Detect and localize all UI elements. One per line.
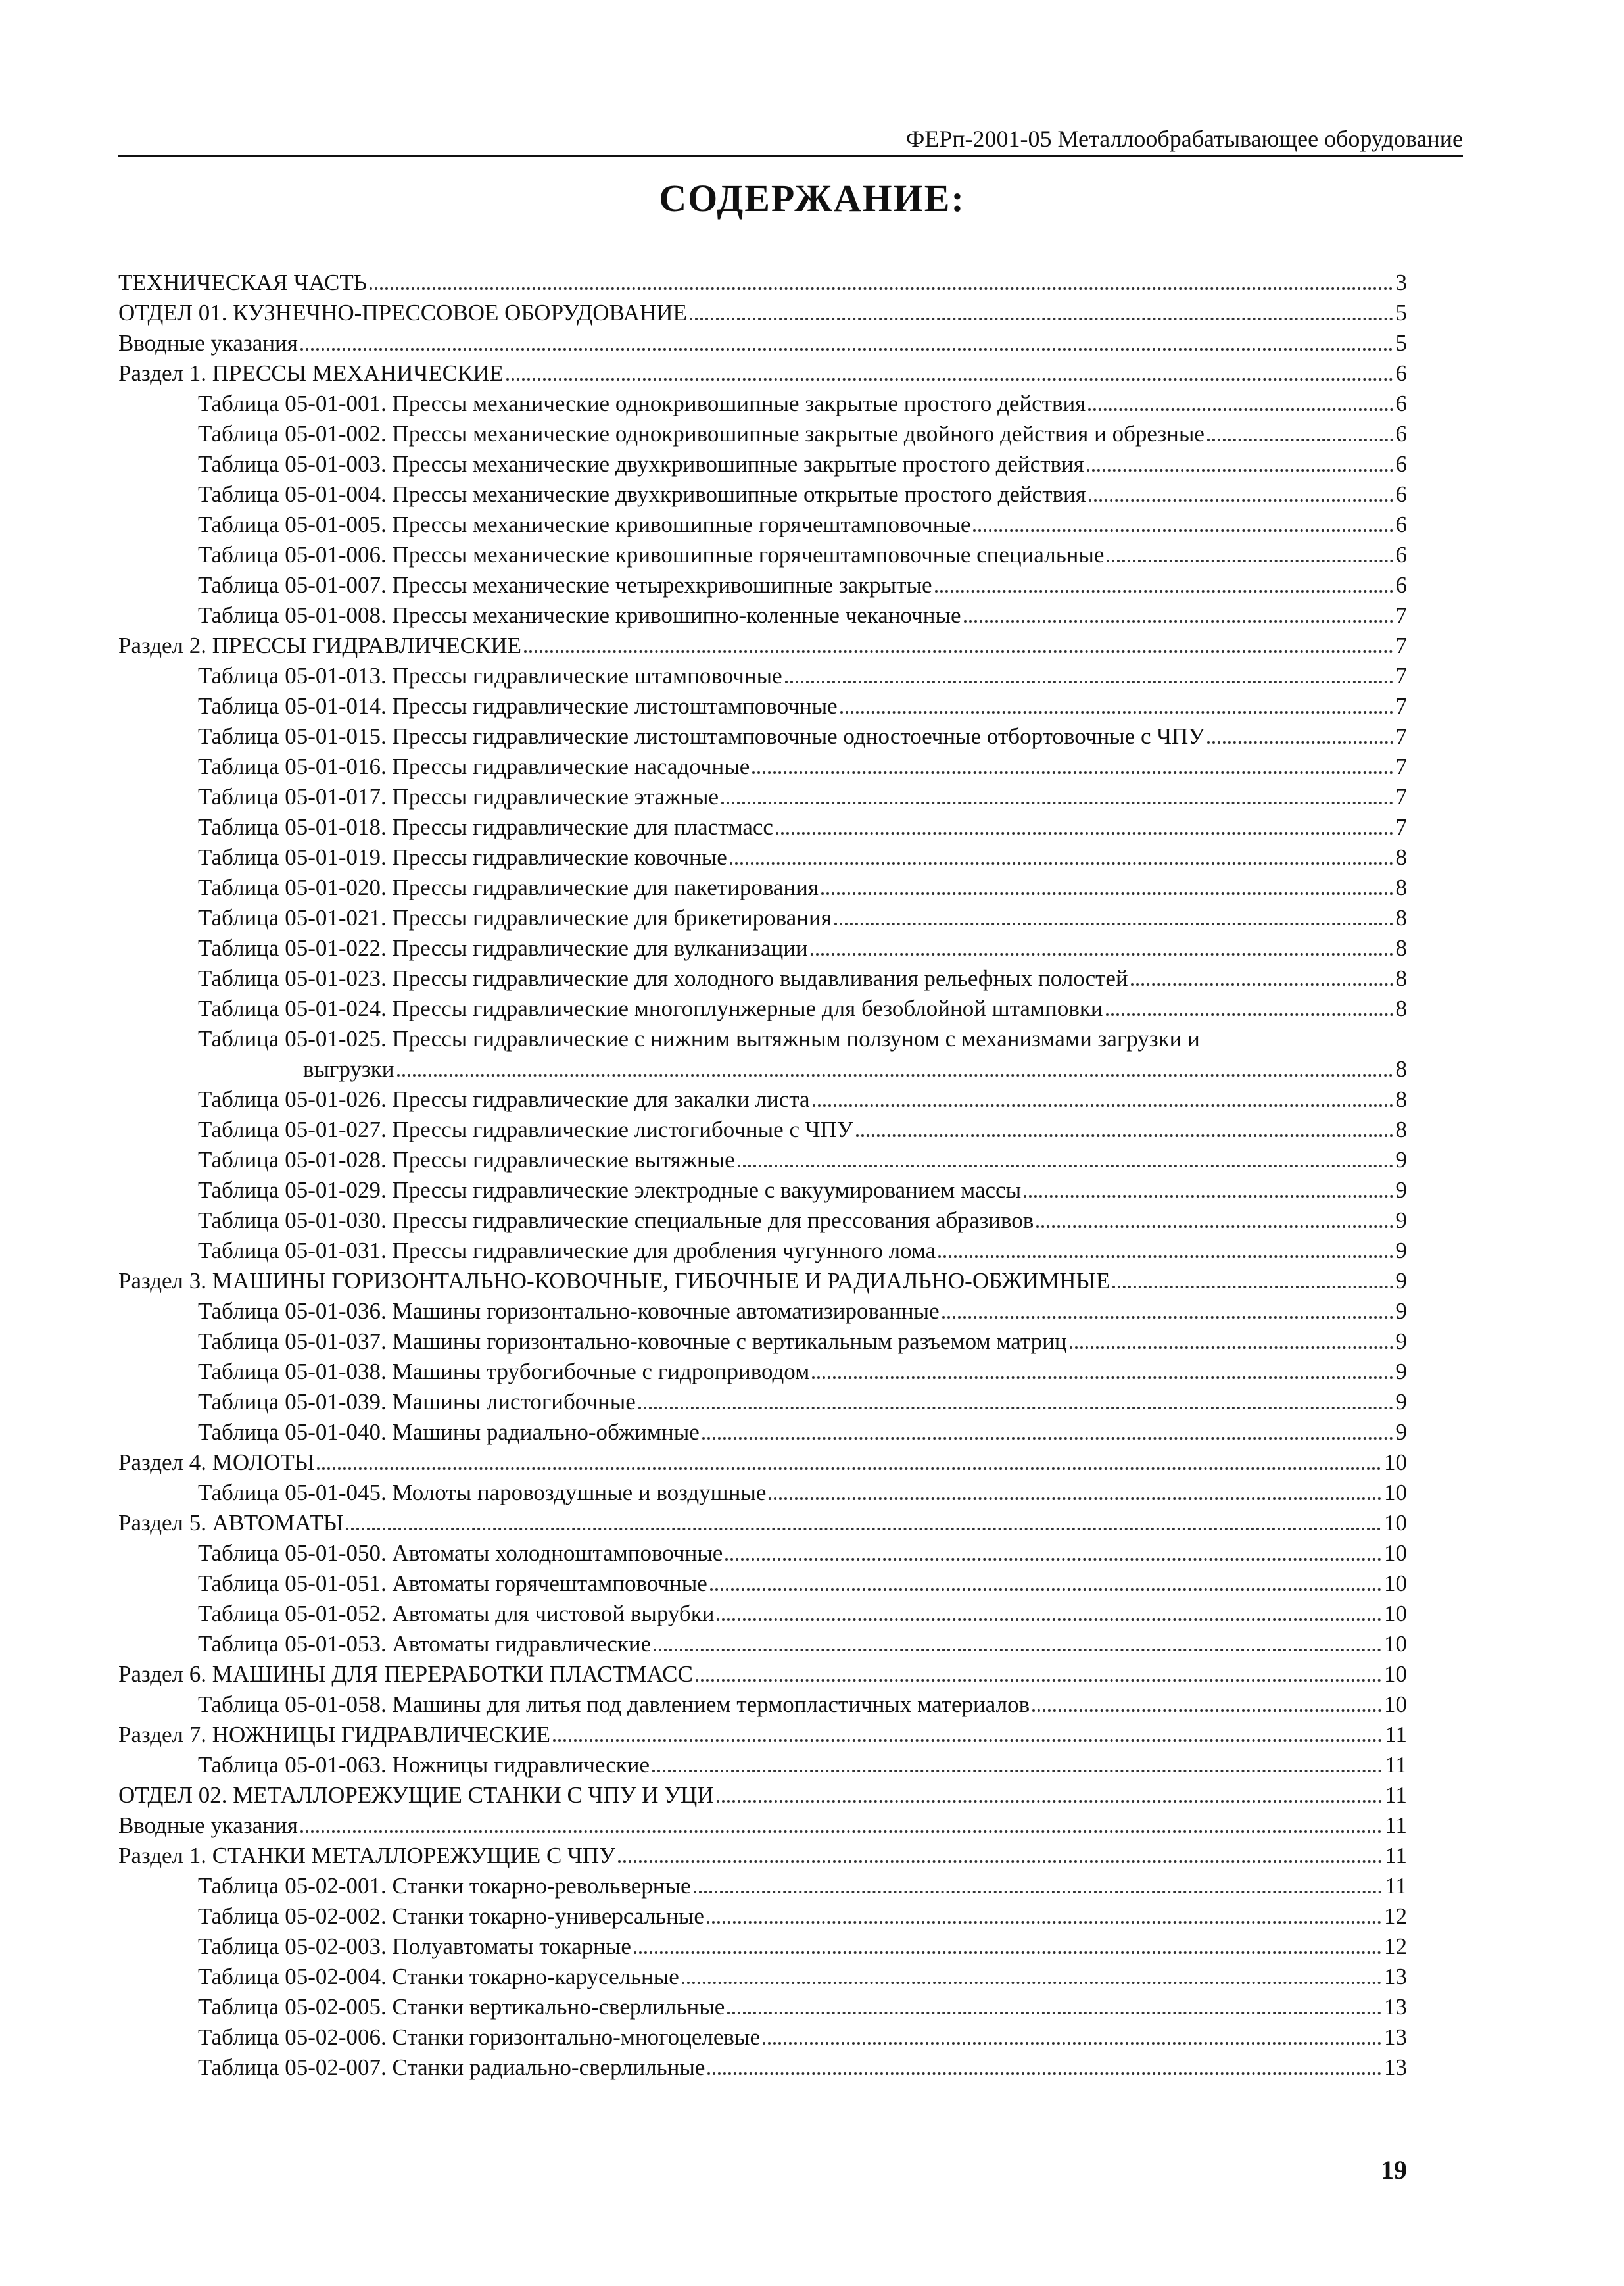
- toc-entry[interactable]: [118, 1811, 1407, 1841]
- toc-page-number: 10: [1384, 1510, 1407, 1536]
- toc-entry-text: Таблица 05-01-051. Автоматы горячештамповочные: [198, 1570, 707, 1596]
- toc-entry-text: Таблица 05-01-003. Прессы механические двухкривошипные закрытые простого действия: [198, 451, 1084, 477]
- toc-entry[interactable]: [118, 1326, 1407, 1357]
- toc-entry-text: ОТДЕЛ 02. МЕТАЛЛОРЕЖУЩИЕ СТАНКИ С ЧПУ И УЦИ: [118, 1782, 714, 1808]
- toc-page-number: 7: [1395, 814, 1407, 840]
- toc-entry[interactable]: [118, 1387, 1407, 1417]
- toc-page-number: 7: [1395, 602, 1407, 628]
- toc-page-number: 6: [1395, 451, 1407, 477]
- running-header-title: ФЕРп-2001-05 Металлообрабатывающее оборудование: [905, 126, 1463, 152]
- toc-entry[interactable]: [118, 1720, 1407, 1750]
- toc-entry[interactable]: [118, 1932, 1407, 1962]
- toc-dot-leader: [935, 590, 1393, 593]
- toc-dot-leader: [1036, 1225, 1393, 1228]
- toc-page-number: 12: [1384, 1903, 1407, 1929]
- toc-entry[interactable]: [118, 510, 1407, 540]
- toc-entry-text: Раздел 2. ПРЕССЫ ГИДРАВЛИЧЕСКИЕ: [118, 633, 521, 658]
- toc-entry-text-continued: выгрузки: [303, 1056, 394, 1082]
- toc-entry-text: Таблица 05-01-026. Прессы гидравлические для закалки листа: [198, 1086, 810, 1112]
- toc-dot-leader: [821, 892, 1393, 895]
- toc-entry-text: Раздел 4. МОЛОТЫ: [118, 1449, 315, 1475]
- toc-entry[interactable]: [118, 994, 1407, 1024]
- toc-page-number: 8: [1395, 1117, 1407, 1142]
- toc-entry-text: Таблица 05-01-007. Прессы механические четырехкривошипные закрытые: [198, 572, 932, 598]
- toc-dot-leader: [397, 1074, 1393, 1077]
- toc-page-number: 6: [1395, 391, 1407, 416]
- toc-dot-leader: [707, 1921, 1381, 1924]
- toc-page-number: 6: [1395, 572, 1407, 598]
- toc-page-number: 7: [1395, 784, 1407, 810]
- toc-entry-text: Таблица 05-01-016. Прессы гидравлические насадочные: [198, 754, 750, 779]
- toc-page-number: 10: [1384, 1601, 1407, 1626]
- toc-entry[interactable]: [118, 1599, 1407, 1629]
- toc-dot-leader: [694, 1891, 1383, 1893]
- toc-dot-leader: [938, 1255, 1393, 1258]
- toc-entry-text: Таблица 05-01-019. Прессы гидравлические ковочные: [198, 844, 727, 870]
- toc-dot-leader: [1087, 469, 1393, 472]
- toc-entry-text: Таблица 05-01-017. Прессы гидравлические этажные: [198, 784, 719, 810]
- toc-entry-text: Таблица 05-01-028. Прессы гидравлические вытяжные: [198, 1147, 735, 1173]
- toc-page-number: 11: [1385, 1782, 1407, 1808]
- toc-entry[interactable]: [118, 963, 1407, 994]
- toc-page-number: 7: [1395, 633, 1407, 658]
- toc-page-number: 12: [1384, 1933, 1407, 1959]
- toc-page-number: 9: [1395, 1268, 1407, 1294]
- toc-entry[interactable]: [118, 268, 1407, 298]
- toc-entry-text: Таблица 05-01-058. Машины для литья под давлением термопластичных материалов: [198, 1691, 1030, 1717]
- toc-entry[interactable]: [118, 752, 1407, 782]
- toc-entry[interactable]: [118, 2022, 1407, 2053]
- toc-entry[interactable]: [118, 600, 1407, 631]
- toc-dot-leader: [813, 1104, 1393, 1107]
- toc-dot-leader: [1112, 1286, 1393, 1288]
- toc-entry-text: Таблица 05-01-050. Автоматы холодноштамповочные: [198, 1540, 723, 1566]
- toc-dot-leader: [973, 529, 1393, 532]
- toc-page-number: 13: [1384, 2024, 1407, 2050]
- toc-dot-leader: [690, 318, 1393, 320]
- toc-dot-leader: [1088, 408, 1393, 411]
- toc-entry[interactable]: [118, 1690, 1407, 1720]
- toc-dot-leader: [942, 1316, 1393, 1319]
- toc-dot-leader: [834, 923, 1393, 925]
- toc-page-number: 10: [1384, 1540, 1407, 1566]
- toc-entry-text: Таблица 05-01-015. Прессы гидравлические листоштамповочные одностоечные отбортовочные с ЧПУ: [198, 723, 1205, 749]
- toc-entry-text: Раздел 5. АВТОМАТЫ: [118, 1510, 344, 1536]
- toc-entry[interactable]: [118, 1538, 1407, 1569]
- toc-entry-text: Таблица 05-01-053. Автоматы гидравлические: [198, 1631, 652, 1657]
- toc-dot-leader: [654, 1649, 1381, 1651]
- toc-dot-leader: [721, 802, 1393, 804]
- toc-page-number: 8: [1395, 1086, 1407, 1112]
- toc-dot-leader: [840, 711, 1393, 714]
- running-header: [118, 124, 1463, 157]
- toc-dot-leader: [1024, 1195, 1393, 1198]
- toc-page-number: 9: [1395, 1359, 1407, 1384]
- toc-entry[interactable]: [118, 782, 1407, 812]
- toc-page-number: 7: [1395, 693, 1407, 719]
- toc-entry[interactable]: [118, 1084, 1407, 1115]
- toc-dot-leader: [727, 2012, 1381, 2014]
- toc-page-number: 9: [1395, 1419, 1407, 1445]
- toc-entry[interactable]: [118, 1115, 1407, 1145]
- toc-entry-text: Таблица 05-01-031. Прессы гидравлические для дробления чугунного лома: [198, 1238, 936, 1263]
- toc-entry-text: Раздел 6. МАШИНЫ ДЛЯ ПЕРЕРАБОТКИ ПЛАСТМАСС: [118, 1661, 693, 1687]
- toc-entry[interactable]: [118, 389, 1407, 419]
- toc-entry[interactable]: [118, 298, 1407, 328]
- page-title: СОДЕРЖАНИЕ:: [659, 177, 965, 220]
- toc-entry[interactable]: [118, 1205, 1407, 1236]
- toc-entry-text: Таблица 05-01-006. Прессы механические кривошипные горячештамповочные специальные: [198, 542, 1105, 568]
- toc-page-number: 8: [1395, 1056, 1407, 1082]
- toc-entry-text: Раздел 1. ПРЕССЫ МЕХАНИЧЕСКИЕ: [118, 360, 504, 386]
- toc-dot-leader: [717, 1800, 1383, 1803]
- toc-page-number: 11: [1385, 1873, 1407, 1899]
- toc-page-number: 6: [1395, 360, 1407, 386]
- toc-entry-text: Таблица 05-01-005. Прессы механические кривошипные горячештамповочные: [198, 512, 971, 537]
- toc-entry-text: Таблица 05-01-037. Машины горизонтально-ковочные с вертикальным разъемом матриц: [198, 1328, 1067, 1354]
- toc-entry-text: Таблица 05-01-023. Прессы гидравлические для холодного выдавливания рельефных полостей: [198, 965, 1128, 991]
- toc-entry[interactable]: [118, 721, 1407, 752]
- toc-page-number: 9: [1395, 1147, 1407, 1173]
- toc-page-number: 6: [1395, 512, 1407, 537]
- toc-entry[interactable]: [118, 328, 1407, 358]
- toc-page-number: 10: [1384, 1480, 1407, 1505]
- toc-entry-text: Таблица 05-01-029. Прессы гидравлические электродные с вакуумированием массы: [198, 1177, 1022, 1203]
- toc-dot-leader: [370, 287, 1393, 290]
- toc-page-number: 10: [1384, 1631, 1407, 1657]
- toc-dot-leader: [856, 1134, 1393, 1137]
- toc-dot-leader: [300, 1830, 1382, 1833]
- toc-dot-leader: [776, 832, 1393, 835]
- toc-dot-leader: [1106, 1013, 1393, 1016]
- toc-page-number: 9: [1395, 1328, 1407, 1354]
- toc-dot-leader: [1089, 499, 1393, 502]
- toc-dot-leader: [702, 1437, 1393, 1440]
- toc-dot-leader: [769, 1497, 1381, 1500]
- toc-dot-leader: [717, 1618, 1381, 1621]
- toc-entry-text: Таблица 05-01-002. Прессы механические однокривошипные закрытые двойного действия и обрезные: [198, 421, 1205, 447]
- toc-dot-leader: [506, 378, 1393, 381]
- toc-entry[interactable]: [118, 479, 1407, 510]
- toc-dot-leader: [730, 862, 1393, 865]
- toc-page-number: 6: [1395, 481, 1407, 507]
- toc-dot-leader: [812, 1376, 1393, 1379]
- toc-page-number: 10: [1384, 1449, 1407, 1475]
- toc-entry[interactable]: [118, 1629, 1407, 1659]
- toc-entry-text: Раздел 3. МАШИНЫ ГОРИЗОНТАЛЬНО-КОВОЧНЫЕ, ГИБОЧНЫЕ И РАДИАЛЬНО-ОБЖИМНЫЕ: [118, 1268, 1111, 1294]
- toc-dot-leader: [300, 348, 1393, 351]
- toc-entry[interactable]: [118, 1478, 1407, 1508]
- toc-page-number: 3: [1395, 270, 1407, 295]
- toc-page-number: 6: [1395, 421, 1407, 447]
- toc-entry-text: Таблица 05-01-040. Машины радиально-обжимные: [198, 1419, 700, 1445]
- toc-entry[interactable]: [118, 1780, 1407, 1811]
- toc-entry-text: Таблица 05-01-045. Молоты паровоздушные и воздушные: [198, 1480, 767, 1505]
- toc-entry-text: Таблица 05-01-022. Прессы гидравлические для вулканизации: [198, 935, 808, 961]
- page-number: 19: [1381, 2155, 1407, 2185]
- toc-dot-leader: [1207, 741, 1393, 744]
- toc-entry[interactable]: [118, 1871, 1407, 1901]
- toc-entry-text: Раздел 1. СТАНКИ МЕТАЛЛОРЕЖУЩИЕ С ЧПУ: [118, 1843, 615, 1868]
- toc-page-number: 8: [1395, 965, 1407, 991]
- toc-dot-leader: [738, 1165, 1393, 1167]
- toc-dot-leader: [618, 1860, 1382, 1863]
- toc-page-number: 9: [1395, 1207, 1407, 1233]
- toc-entry-text: Таблица 05-02-007. Станки радиально-сверлильные: [198, 2055, 705, 2080]
- toc-dot-leader: [763, 2042, 1381, 2045]
- toc-page-number: 8: [1395, 905, 1407, 931]
- toc-page-number: 10: [1384, 1661, 1407, 1687]
- toc-dot-leader: [1107, 560, 1393, 562]
- toc-dot-leader: [317, 1467, 1381, 1470]
- toc-dot-leader: [752, 771, 1393, 774]
- toc-entry[interactable]: [118, 1992, 1407, 2022]
- toc-page-number: 9: [1395, 1298, 1407, 1324]
- toc-entry[interactable]: [118, 540, 1407, 570]
- toc-page-number: 7: [1395, 663, 1407, 689]
- toc-entry[interactable]: [118, 1296, 1407, 1326]
- toc-dot-leader: [652, 1770, 1382, 1772]
- toc-entry[interactable]: [118, 570, 1407, 600]
- toc-page-number: 8: [1395, 996, 1407, 1021]
- toc-entry[interactable]: [118, 812, 1407, 842]
- toc-entry-text: Таблица 05-02-002. Станки токарно-универсальные: [198, 1903, 704, 1929]
- toc-entry[interactable]: [118, 903, 1407, 933]
- toc-entry[interactable]: [118, 873, 1407, 903]
- toc-entry[interactable]: [118, 661, 1407, 691]
- toc-entry[interactable]: [118, 358, 1407, 389]
- toc-page-number: 10: [1384, 1570, 1407, 1596]
- toc-entry[interactable]: [118, 1659, 1407, 1690]
- toc-dot-leader: [524, 650, 1393, 653]
- toc-page-number: 13: [1384, 1964, 1407, 1989]
- toc-page-number: 13: [1384, 2055, 1407, 2080]
- toc-entry-text: Таблица 05-02-001. Станки токарно-револьверные: [198, 1873, 691, 1899]
- toc-entry-text: ОТДЕЛ 01. КУЗНЕЧНО-ПРЕССОВОЕ ОБОРУДОВАНИЕ: [118, 300, 687, 326]
- toc-entry[interactable]: [118, 419, 1407, 449]
- toc-dot-leader: [707, 2072, 1381, 2075]
- toc-dot-leader: [785, 681, 1393, 683]
- toc-entry-text: Таблица 05-01-013. Прессы гидравлические штамповочные: [198, 663, 782, 689]
- toc-entry[interactable]: [118, 1357, 1407, 1387]
- toc-entry-text: Вводные указания: [118, 330, 298, 356]
- toc-dot-leader: [696, 1679, 1381, 1682]
- toc-entry-text: Таблица 05-02-005. Станки вертикально-сверлильные: [198, 1994, 725, 2020]
- toc-dot-leader: [553, 1739, 1382, 1742]
- toc-entry-text: Таблица 05-02-004. Станки токарно-карусельные: [198, 1964, 679, 1989]
- toc-entry-text: Таблица 05-01-063. Ножницы гидравлические: [198, 1752, 650, 1778]
- toc-page-number: 7: [1395, 754, 1407, 779]
- toc-entry-text: Таблица 05-01-036. Машины горизонтально-ковочные автоматизированные: [198, 1298, 940, 1324]
- toc-dot-leader: [638, 1407, 1393, 1409]
- toc-entry-text: ТЕХНИЧЕСКАЯ ЧАСТЬ: [118, 270, 367, 295]
- toc-entry[interactable]: [118, 1901, 1407, 1932]
- toc-entry-text: Таблица 05-01-021. Прессы гидравлические для брикетирования: [198, 905, 832, 931]
- toc-entry-text: Таблица 05-02-003. Полуавтоматы токарные: [198, 1933, 631, 1959]
- toc-entry[interactable]: [118, 1417, 1407, 1447]
- toc-entry[interactable]: [118, 1750, 1407, 1780]
- toc-entry-text: Таблица 05-01-030. Прессы гидравлические специальные для прессования абразивов: [198, 1207, 1034, 1233]
- toc-entry[interactable]: [118, 842, 1407, 873]
- toc-page-number: 8: [1395, 935, 1407, 961]
- toc-entry-text: Таблица 05-01-039. Машины листогибочные: [198, 1389, 636, 1415]
- toc-entry-text: Таблица 05-01-052. Автоматы для чистовой вырубки: [198, 1601, 715, 1626]
- toc-page-number: 7: [1395, 723, 1407, 749]
- toc-dot-leader: [682, 1982, 1381, 1984]
- toc-entry[interactable]: [118, 1236, 1407, 1266]
- toc-page-number: 11: [1385, 1843, 1407, 1868]
- toc-dot-leader: [1032, 1709, 1381, 1712]
- toc-page-number: 6: [1395, 542, 1407, 568]
- toc-dot-leader: [710, 1588, 1381, 1591]
- toc-dot-leader: [1131, 983, 1393, 986]
- toc-entry-text: Таблица 05-01-027. Прессы гидравлические листогибочные с ЧПУ: [198, 1117, 853, 1142]
- toc-entry[interactable]: [118, 1569, 1407, 1599]
- toc-entry[interactable]: [118, 2053, 1407, 2083]
- toc-page-number: 8: [1395, 875, 1407, 900]
- toc-entry[interactable]: [118, 1175, 1407, 1205]
- toc-entry[interactable]: [118, 1841, 1407, 1871]
- toc-entry[interactable]: [118, 1508, 1407, 1538]
- toc-entry-text: Таблица 05-02-006. Станки горизонтально-многоцелевые: [198, 2024, 761, 2050]
- toc-entry-text: Таблица 05-01-025. Прессы гидравлические с нижним вытяжным ползуном с механизмами загрузки и: [198, 1026, 1200, 1052]
- toc-entry-text: Раздел 7. НОЖНИЦЫ ГИДРАВЛИЧЕСКИЕ: [118, 1722, 551, 1747]
- toc-entry-continuation: [198, 1054, 1407, 1084]
- toc-page-number: 9: [1395, 1177, 1407, 1203]
- toc-page-number: 8: [1395, 844, 1407, 870]
- toc-entry-text: Таблица 05-01-024. Прессы гидравлические многоплунжерные для безоблойной штамповки: [198, 996, 1103, 1021]
- toc-page-number: 11: [1385, 1722, 1407, 1747]
- toc-page-number: 11: [1385, 1812, 1407, 1838]
- toc-dot-leader: [964, 620, 1393, 623]
- toc-entry-text: Вводные указания: [118, 1812, 298, 1838]
- toc-page-number: 13: [1384, 1994, 1407, 2020]
- toc-entry[interactable]: [118, 1962, 1407, 1992]
- toc-entry-text: Таблица 05-01-001. Прессы механические однокривошипные закрытые простого действия: [198, 391, 1086, 416]
- toc-entry-text: Таблица 05-01-018. Прессы гидравлические для пластмасс: [198, 814, 773, 840]
- toc-dot-leader: [1070, 1346, 1393, 1349]
- toc-dot-leader: [1207, 439, 1393, 441]
- toc-entry-text: Таблица 05-01-020. Прессы гидравлические для пакетирования: [198, 875, 819, 900]
- toc-entry-text: Таблица 05-01-014. Прессы гидравлические листоштамповочные: [198, 693, 838, 719]
- toc-dot-leader: [811, 953, 1393, 956]
- toc-dot-leader: [725, 1558, 1381, 1561]
- toc-entry-text: Таблица 05-01-004. Прессы механические двухкривошипные открытые простого действия: [198, 481, 1086, 507]
- toc-entry[interactable]: [118, 691, 1407, 721]
- toc-dot-leader: [634, 1951, 1381, 1954]
- toc-entry[interactable]: [118, 1024, 1407, 1084]
- toc-entry[interactable]: [118, 449, 1407, 479]
- toc-page-number: 5: [1395, 330, 1407, 356]
- toc-entry-text: Таблица 05-01-038. Машины трубогибочные с гидроприводом: [198, 1359, 810, 1384]
- toc-entry[interactable]: [118, 1266, 1407, 1296]
- toc-entry[interactable]: [118, 631, 1407, 661]
- toc-page-number: 11: [1385, 1752, 1407, 1778]
- toc-dot-leader: [346, 1528, 1381, 1530]
- toc-entry-text: Таблица 05-01-008. Прессы механические кривошипно-коленные чеканочные: [198, 602, 961, 628]
- toc-entry[interactable]: [118, 1447, 1407, 1478]
- toc-page-number: 9: [1395, 1389, 1407, 1415]
- toc-page-number: 5: [1395, 300, 1407, 326]
- table-of-contents: [118, 268, 1407, 2083]
- toc-page-number: 9: [1395, 1238, 1407, 1263]
- toc-page-number: 10: [1384, 1691, 1407, 1717]
- toc-entry[interactable]: [118, 1145, 1407, 1175]
- toc-entry[interactable]: [118, 933, 1407, 963]
